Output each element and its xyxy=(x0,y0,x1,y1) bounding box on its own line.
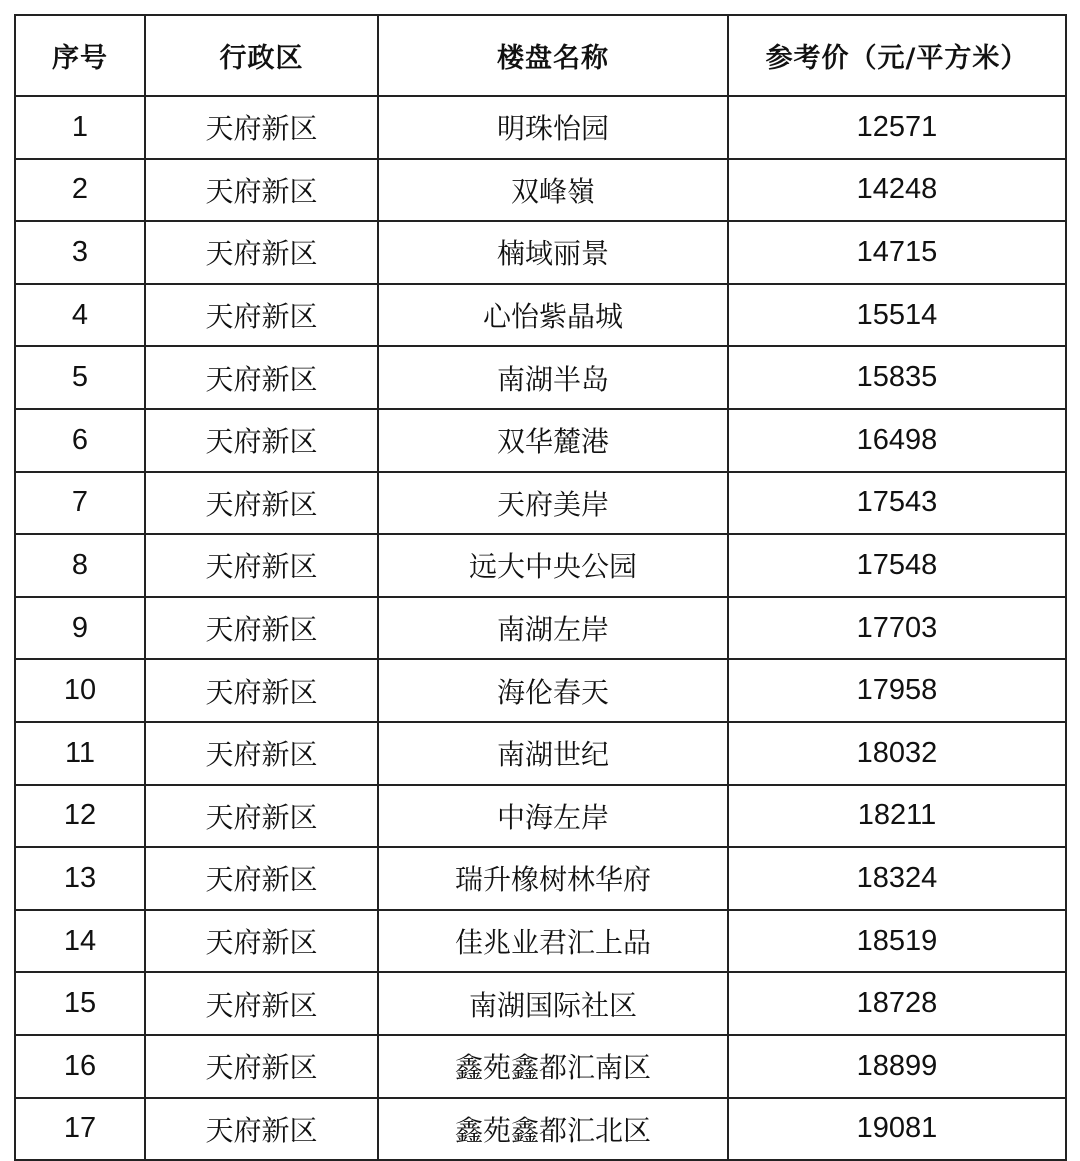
cell-district: 天府新区 xyxy=(145,1035,378,1098)
cell-district: 天府新区 xyxy=(145,159,378,222)
header-serial-number: 序号 xyxy=(15,15,145,96)
cell-property-name: 南湖国际社区 xyxy=(378,972,728,1035)
table-row xyxy=(15,785,1066,848)
cell-property-name: 海伦春天 xyxy=(378,659,728,722)
table-row xyxy=(15,159,1066,222)
cell-reference-price: 15835 xyxy=(728,346,1066,409)
table-row xyxy=(15,96,1066,159)
cell-district: 天府新区 xyxy=(145,96,378,159)
table-row xyxy=(15,1098,1066,1161)
cell-serial-number: 13 xyxy=(15,847,145,910)
cell-district: 天府新区 xyxy=(145,284,378,347)
cell-property-name: 瑞升橡树林华府 xyxy=(378,847,728,910)
table-row xyxy=(15,722,1066,785)
cell-property-name: 南湖世纪 xyxy=(378,722,728,785)
cell-district: 天府新区 xyxy=(145,785,378,848)
cell-property-name: 双华麓港 xyxy=(378,409,728,472)
cell-district: 天府新区 xyxy=(145,847,378,910)
table-row xyxy=(15,346,1066,409)
cell-district: 天府新区 xyxy=(145,472,378,535)
cell-reference-price: 15514 xyxy=(728,284,1066,347)
cell-property-name: 佳兆业君汇上品 xyxy=(378,910,728,973)
cell-serial-number: 8 xyxy=(15,534,145,597)
table-row xyxy=(15,534,1066,597)
table-row xyxy=(15,659,1066,722)
cell-district: 天府新区 xyxy=(145,534,378,597)
cell-serial-number: 16 xyxy=(15,1035,145,1098)
cell-serial-number: 10 xyxy=(15,659,145,722)
cell-district: 天府新区 xyxy=(145,1098,378,1161)
cell-district: 天府新区 xyxy=(145,910,378,973)
housing-price-table xyxy=(14,14,1067,1161)
cell-property-name: 心怡紫晶城 xyxy=(378,284,728,347)
cell-serial-number: 6 xyxy=(15,409,145,472)
cell-reference-price: 14715 xyxy=(728,221,1066,284)
table-row xyxy=(15,972,1066,1035)
table-header-row xyxy=(15,15,1066,96)
cell-district: 天府新区 xyxy=(145,659,378,722)
table-row xyxy=(15,597,1066,660)
cell-reference-price: 18324 xyxy=(728,847,1066,910)
cell-property-name: 鑫苑鑫都汇北区 xyxy=(378,1098,728,1161)
header-district: 行政区 xyxy=(145,15,378,96)
table-row xyxy=(15,910,1066,973)
cell-property-name: 天府美岸 xyxy=(378,472,728,535)
cell-reference-price: 17548 xyxy=(728,534,1066,597)
table-row xyxy=(15,284,1066,347)
cell-serial-number: 5 xyxy=(15,346,145,409)
cell-property-name: 南湖半岛 xyxy=(378,346,728,409)
cell-district: 天府新区 xyxy=(145,346,378,409)
header-reference-price: 参考价（元/平方米） xyxy=(728,15,1066,96)
cell-district: 天府新区 xyxy=(145,221,378,284)
table-row xyxy=(15,472,1066,535)
cell-serial-number: 9 xyxy=(15,597,145,660)
cell-reference-price: 14248 xyxy=(728,159,1066,222)
cell-reference-price: 18032 xyxy=(728,722,1066,785)
cell-reference-price: 16498 xyxy=(728,409,1066,472)
cell-serial-number: 17 xyxy=(15,1098,145,1161)
cell-serial-number: 1 xyxy=(15,96,145,159)
cell-district: 天府新区 xyxy=(145,409,378,472)
table-row xyxy=(15,221,1066,284)
table-row xyxy=(15,847,1066,910)
cell-property-name: 中海左岸 xyxy=(378,785,728,848)
cell-district: 天府新区 xyxy=(145,972,378,1035)
cell-serial-number: 14 xyxy=(15,910,145,973)
cell-serial-number: 4 xyxy=(15,284,145,347)
cell-property-name: 明珠怡园 xyxy=(378,96,728,159)
table-row xyxy=(15,1035,1066,1098)
cell-district: 天府新区 xyxy=(145,722,378,785)
cell-serial-number: 3 xyxy=(15,221,145,284)
table-row xyxy=(15,409,1066,472)
cell-reference-price: 18899 xyxy=(728,1035,1066,1098)
cell-reference-price: 17703 xyxy=(728,597,1066,660)
cell-reference-price: 19081 xyxy=(728,1098,1066,1161)
cell-serial-number: 7 xyxy=(15,472,145,535)
cell-property-name: 双峰嶺 xyxy=(378,159,728,222)
cell-property-name: 远大中央公园 xyxy=(378,534,728,597)
cell-serial-number: 11 xyxy=(15,722,145,785)
cell-reference-price: 18519 xyxy=(728,910,1066,973)
cell-reference-price: 12571 xyxy=(728,96,1066,159)
cell-district: 天府新区 xyxy=(145,597,378,660)
cell-reference-price: 18728 xyxy=(728,972,1066,1035)
cell-property-name: 南湖左岸 xyxy=(378,597,728,660)
cell-reference-price: 17543 xyxy=(728,472,1066,535)
cell-serial-number: 15 xyxy=(15,972,145,1035)
cell-property-name: 楠域丽景 xyxy=(378,221,728,284)
cell-reference-price: 17958 xyxy=(728,659,1066,722)
cell-serial-number: 2 xyxy=(15,159,145,222)
cell-serial-number: 12 xyxy=(15,785,145,848)
cell-reference-price: 18211 xyxy=(728,785,1066,848)
header-property-name: 楼盘名称 xyxy=(378,15,728,96)
cell-property-name: 鑫苑鑫都汇南区 xyxy=(378,1035,728,1098)
